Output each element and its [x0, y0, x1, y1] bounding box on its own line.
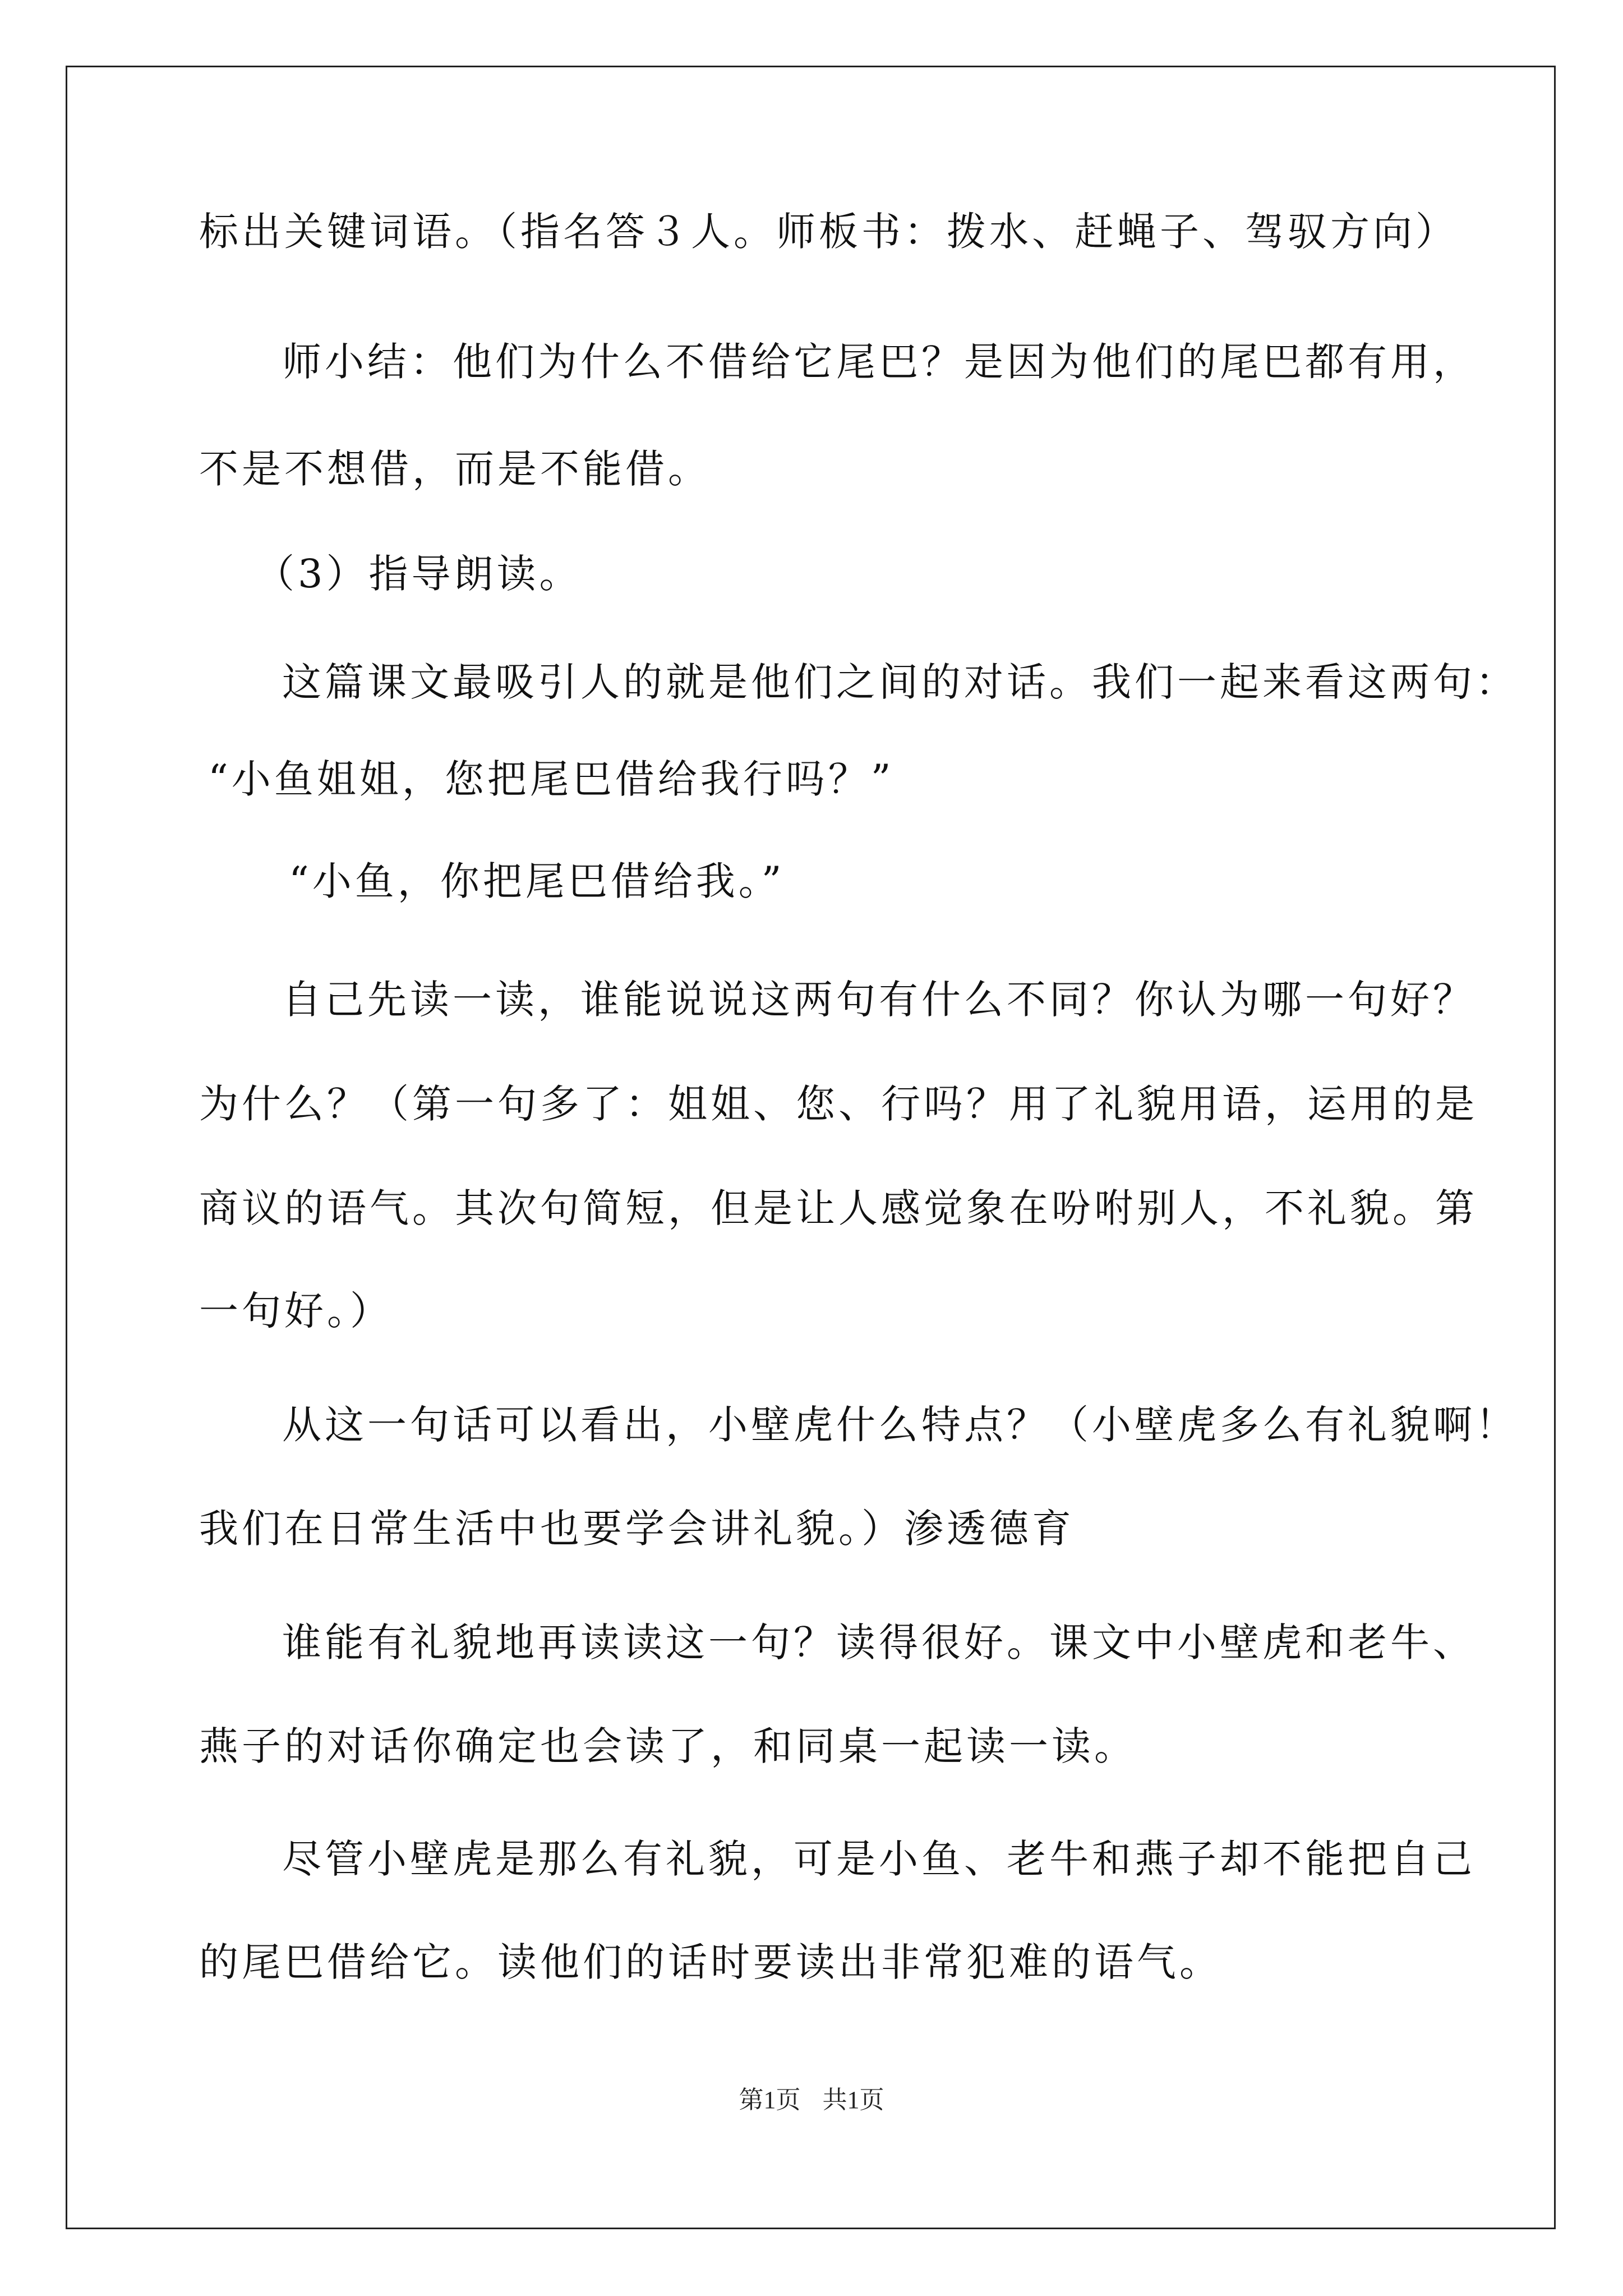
page-footer [0, 2079, 1623, 2115]
page-total: 共1页 [822, 2086, 884, 2114]
text-line: 标出关键词语。（指名答３人。师板书：拨水、赶蝇子、驾驭方向） [199, 209, 1458, 255]
text-line: 燕子的对话你确定也会读了，和同桌一起读一读。 [199, 1723, 1137, 1769]
text-line: 从这一句话可以看出，小壁虎什么特点？（小壁虎多么有礼貌啊！ [282, 1402, 1518, 1448]
text-line: 自己先读一读，谁能说说这两句有什么不同？你认为哪一句好？ [282, 977, 1476, 1023]
page-number: 第1页 [739, 2086, 801, 2114]
text-line: 一句好。） [199, 1288, 393, 1334]
text-line: （3）指导朗读。 [255, 551, 582, 597]
text-line: 我们在日常生活中也要学会讲礼貌。）渗透德育 [199, 1506, 1075, 1552]
text-line: 师小结：他们为什么不借给它尾巴？是因为他们的尾巴都有用， [282, 339, 1476, 385]
text-line: 这篇课文最吸引人的就是他们之间的对话。我们一起来看这两句： [282, 659, 1518, 705]
text-line: “小鱼姐姐，您把尾巴借给我行吗？” [208, 756, 895, 802]
page-border [66, 66, 1556, 2229]
text-line: 谁能有礼貌地再读读这一句？读得很好。课文中小壁虎和老牛、 [282, 1619, 1476, 1665]
text-line: 为什么？（第一句多了：姐姐、您、行吗？用了礼貌用语，运用的是 [199, 1081, 1478, 1127]
text-line: “小鱼，你把尾巴借给我。” [289, 858, 785, 904]
text-line: 尽管小壁虎是那么有礼貌，可是小鱼、老牛和燕子却不能把自己 [282, 1836, 1476, 1882]
text-line: 商议的语气。其次句简短，但是让人感觉象在吩咐别人，不礼貌。第 [199, 1185, 1478, 1231]
text-line: 不是不想借，而是不能借。 [199, 446, 711, 492]
text-line: 的尾巴借给它。读他们的话时要读出非常犯难的语气。 [199, 1939, 1222, 1985]
